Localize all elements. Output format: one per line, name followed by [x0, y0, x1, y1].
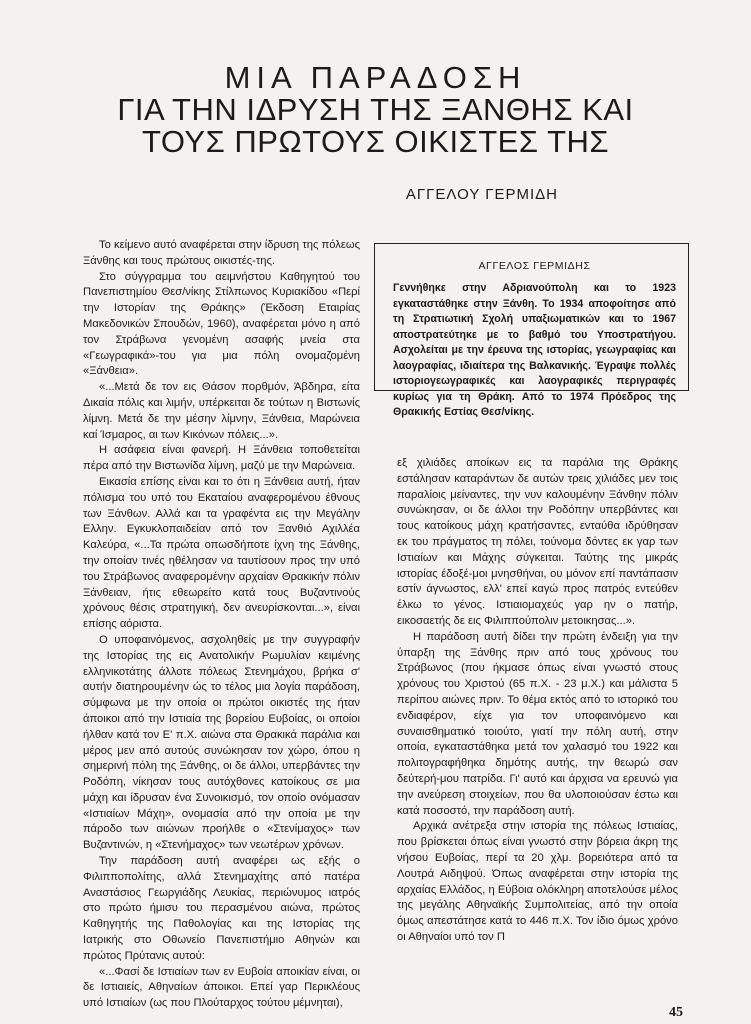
article-title — [60, 62, 691, 158]
paragraph: Η παράδοση αυτή δίδει την πρώτη ένδειξη για την ύπαρξη της Ξάνθης πριν από τους χρόνους του Στράβωνος (που ήκμασε όπως είναι γνωστό στους χρόνους του Χριστού (65 π.Χ. - 23 μ.Χ.) και μάλιστα 5 περίπου αιώνες πριν. Το θέμα εκτός από το ιστορικό του ενδιαφέρον, είχε για τον υποφαινόμενο και συναισθηματικό τοιούτο, γιατί την πόλη αυτή, στην οποία, εγκαταστάθηκα μετά τον χαλασμό του 1922 και πολιτογραφήθηκα δημότης αυτής, την θεωρώ σαν δεύτερή-μου πατρίδα. Γι' αυτό και άρχισα να ερευνώ για την ανεύρεση στοιχείων, που θα υλοποιούσαν έστω και κατά ποσοστό, την παράδοση αυτή. — [397, 630, 678, 817]
title-line-2: ΓΙΑ ΤΗΝ ΙΔΡΥΣΗ ΤΗΣ ΞΑΝΘΗΣ ΚΑΙ — [117, 92, 634, 127]
author-bio-box — [374, 243, 689, 418]
title-line-1: ΜΙΑ ΠΑΡΑΔΟΣΗ — [224, 60, 527, 95]
paragraph: Στο σύγγραμμα του αειμνήστου Καθηγητού του Πανεπιστημίου Θεσ/νίκης Στίλπωνος Κυριακίδου «Περί την Ιστορίαν της Θράκης» (Έκδοση Εταιρίας Μακεδονικών Σπουδών, 1960), αναφέρεται μόνο η από τον Στράβωνα γενομένη ασαφής μνεία στα «Γεωγραφικά»-του για μια πόλη ονομαζομένη «Ξάνθεια». — [83, 270, 360, 378]
paragraph: «...Φασί δε Ιστιαίων των εν Ευβοία αποικίαν είναι, οι δε Ιστιαιείς, Αθηναίων άποικοι. Επεί γαρ Περικλέους υπό Ιστιαίων (ως που Πλούταρχος τούτου μέμνηται), — [83, 965, 360, 1010]
right-column — [397, 456, 678, 946]
paragraph: Την παράδοση αυτή αναφέρει ως εξής ο Φιλιπποπολίτης, αλλά Στενημαχίτης από πατέρα Αναστάσιος Γεωργιάδης Λευκίας, περιώνυμος ιατρός στο πρώτο ήμισυ του περασμένου αιώνα, πρώτος Καθηγητής της Παθολογίας και της Ιστορίας της Ιατρικής στο Οθωνείο Πανεπιστήμιο Αθηνών και πρώτος Πρύτανις αυτού: — [83, 855, 360, 962]
paragraph: «...Μετά δε τον εις Θάσον πορθμόν, Άβδηρα, είτα Δικαία πόλις και λιμήν, υπέρκειται δε τούτων η Βιστωνίς λίμνη. Μετά δε την μέσην λίμνην, Ξάνθεια, Μαρώνεια καί Ίσμαρος, αι των Κικόνων πόλεις...». — [83, 381, 360, 441]
paragraph: εξ χιλιάδες αποίκων εις τα παράλια της Θράκης εστάλησαν καταράντων δε αυτών τρεις χιλιάδες μεν τοις παραλίοις μείναντες, την νυν καλουμένην Ξάνθην πόλιν συνώκησαν, οι δε άλλοι την Ροδόπην υπερβάντες και τους κατοίκους μάχη κρατήσαντες, ενταύθα ιδρύθησαν εκ του πράγματος τη πόλει, τούνομα δόντες εκ γαρ των Ιστιαίων και Μάχης σύγκειται. Ταύτης της μικράς ιστορίας έδοξέ-μοι μνησθήναι, ου μόνον επί παντάπασιν εστίν άγνωστος, ελλ' επεί καγώ προς πατρός εντεύθεν έλκω το γένος. Ιστιαιομαχεύς γαρ ην ο πατήρ, εικοσαετής δε εις Φιλιππούπολιν μετοικησας...». — [397, 457, 678, 627]
article-author: ΑΓΓΕΛΟΥ ΓΕΡΜΙΔΗ — [405, 186, 558, 203]
paragraph: Αρχικά ανέτρεξα στην ιστορία της πόλεως Ιστιαίας, που βρίσκεται όπως είναι γνωστό στην βόρεια άκρη της νήσου Ευβοίας, περί τα 20 χλμ. βορειότερα από τα Λουτρά Αιδηψού. Όπως αναφέρεται στην ιστορία της αρχαίας Ελλάδος, η Εύβοια ολόκληρη αποτελούσε μέλος της μεγάλης Αθηναϊκής Συμπολιτείας, από την οποία όμως απεστάτησε κατά το 446 π.Χ. Τον ίδιο όμως χρόνο οι Αθηναίοι υπό τον Π — [397, 820, 678, 943]
paragraph: Ο υποφαινόμενος, ασχοληθείς με την συγγραφήν της Ιστορίας της εις Ανατολικήν Ρωμυλίαν κειμένης ελληνικοτάτης άλλοτε πόλεως Στενημάχου, βρήκα σ' αυτήν διατηρουμένην ώς το τέλος μια λογία παράδοση, σύμφωνα με την οποία οι πρώτοι οικιστές της ήταν άποικοι από την Ιστιαία της βορείου Ευβοίας, οι οποίοι ήλθαν κατά τον Ε' π.Χ. αιώνα στα Θρακικά παράλια και μέρος μεν από αυτούς συνώκησαν τον χώρο, όπου η σημερινή πόλη της Ξάνθης, οι δε άλλοι, υπερβάντες την Ροδόπη, νίκησαν τους αυτόχθονες κατοίκους σε μια μάχη και ίδρυσαν ένα Συνοικισμό, τον οποίο ονόμασαν «Ιστιαίων Μάχη», ονομασία από την οποία με την πάροδο των αιώνων προήλθε ο «Στενίμαχος» των Βυζαντινών, η «Στενήμαχος» των νεωτέρων χρόνων. — [83, 633, 360, 852]
bio-box-text: Γεννήθηκε στην Αδριανούπολη και το 1923 εγκαταστάθηκε στην Ξάνθη. Το 1934 αποφοίτησε από τη Στρατιωτική Σχολή υπαξιωματικών και το 1967 αποστρατεύτηκε με το βαθμό του Υποστρατήγου. Ασχολείται με την έρευνα της ιστορίας, γεωγραφίας και λαογραφίας, ιδιαίτερα της Βαλκανικής. Έγραψε πολλές ιστοριογεωγραφικές και λαογραφικές περιγραφές κυρίως για τη Θράκη. Από το 1974 Πρόεδρος της Θρακικής Εστίας Θεσ/νίκης. — [393, 282, 676, 418]
paragraph: Η ασάφεια είναι φανερή. Η Ξάνθεια τοποθετείται πέρα από την Βιστωνίδα λίμνη, μαζύ με την Μαρώνεια. — [83, 444, 360, 473]
page-number: 45 — [669, 1005, 683, 1020]
title-line-3: ΤΟΥΣ ΠΡΩΤΟΥΣ ΟΙΚΙΣΤΕΣ ΤΗΣ — [141, 124, 610, 159]
bio-box-title: ΑΓΓΕΛΟΣ ΓΕΡΜΙΔΗΣ — [478, 260, 591, 272]
paragraph: Το κείμενο αυτό αναφέρεται στην ίδρυση της πόλεως Ξάνθης και τους πρώτους οικιστές-της. — [83, 239, 360, 267]
left-column — [83, 238, 360, 1012]
paragraph: Εικασία επίσης είναι και το ότι η Ξάνθεια αυτή, ήταν πόλισμα του υπό του Εκαταίου αναφερομένου έθνους των Ξάνθων. Αλλά και τα γραφέντα εις την Μεγάλην Ελλην. Εγκυκλοπαιδείαν από τον Ξανθιό Αχιλλέα Καλεύρα, «...Τα πρώτα οπωσδήποτε ίχνη της Ξάνθης, την οποίαν τινές ηθέλησαν να ταυτίσουν προς την υπό του Στράβωνος αναφερομένην αρχαίαν Θρακικήν πόλιν Ξάνθειαν, ήτις εθεωρείτο κατά τους Βυζαντινούς χρόνους θέσις στρατηγική, δεν ανευρίσκονται...», είναι επίσης αόριστα. — [83, 475, 360, 631]
